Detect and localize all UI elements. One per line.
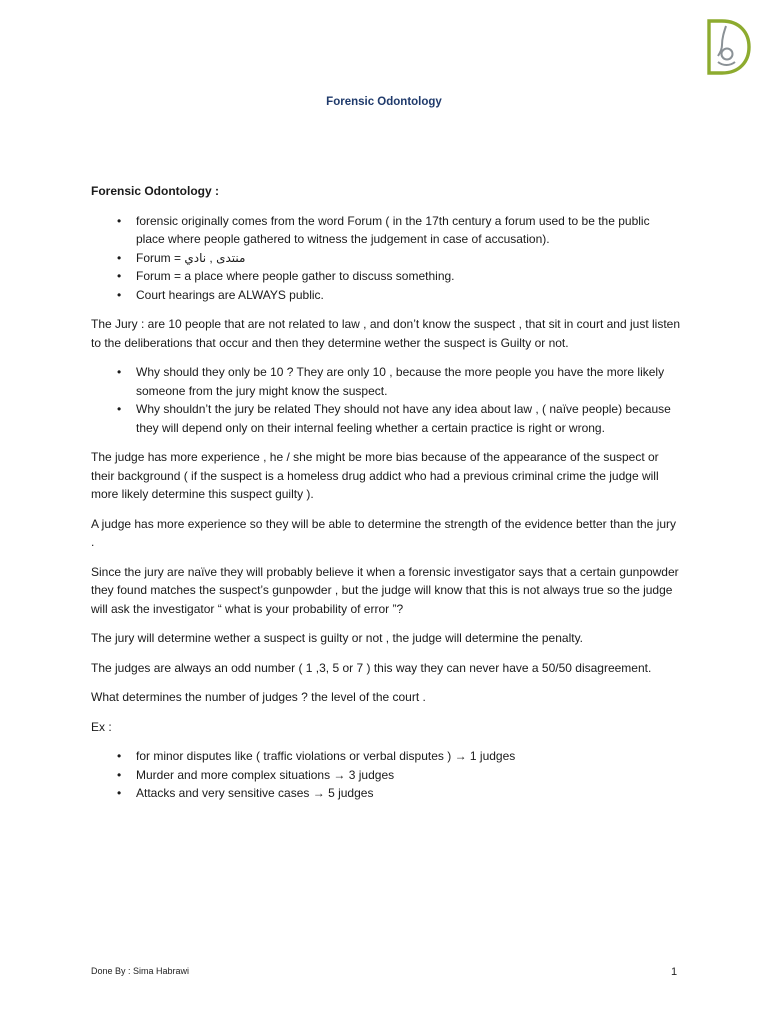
section-heading: Forensic Odontology : — [91, 184, 219, 198]
jury-paragraph: The Jury : are 10 people that are not related to law , and don’t know the suspect , that sit in court and just listen to the deliberations that occur and then they determine wether the suspect is Guilty or not. — [91, 317, 681, 350]
page-title: Forensic Odontology — [326, 96, 442, 108]
odd-number-paragraph: The judges are always an odd number ( 1 ,3, 5 or 7 ) this way they can never have a 50/50 disagreement. — [91, 660, 652, 675]
list-item — [91, 212, 681, 249]
bullet-icon: • — [117, 365, 122, 379]
bullet-icon: • — [117, 213, 122, 228]
list-item-text: Forum = a place where people gather to discuss something. — [136, 269, 455, 283]
jury-bullet-list — [91, 363, 681, 437]
list-item — [91, 766, 681, 785]
bullet-icon: • — [117, 786, 122, 800]
judge-evidence-paragraph: A judge has more experience so they will be able to determine the strength of the evidence better than the jury . — [91, 516, 677, 549]
bullet-icon: • — [117, 402, 122, 416]
list-item — [91, 747, 681, 766]
page-number: 1 — [671, 966, 678, 978]
list-item-text: for minor disputes like ( traffic violations or verbal disputes ) → 1 judges — [136, 749, 516, 763]
judges-count-bullet-list — [91, 747, 681, 803]
court-level-paragraph: What determines the number of judges ? the level of the court . — [91, 690, 426, 704]
list-item — [91, 400, 681, 437]
list-item-text: Murder and more complex situations → 3 judges — [136, 767, 395, 782]
initial-d-logo-icon — [704, 18, 752, 76]
example-label: Ex : — [91, 719, 112, 734]
bullet-icon: • — [117, 767, 122, 782]
list-item-text: Attacks and very sensitive cases → 5 judges — [136, 786, 374, 800]
document-body — [91, 182, 681, 814]
list-item — [91, 363, 681, 400]
list-item-text: Forum = منتدى , نادي — [136, 250, 246, 265]
list-item-text: Court hearings are ALWAYS public. — [136, 287, 324, 302]
list-item-text: Why shouldn’t the jury be related They should not have any idea about law , ( naïve people) because they will depend only on their internal feeling whether a certain practice is right or wrong. — [136, 402, 671, 435]
bullet-icon: • — [117, 287, 122, 302]
list-item — [91, 267, 681, 286]
penalty-paragraph: The jury will determine wether a suspect is guilty or not , the judge will determine the penalty. — [91, 631, 584, 645]
list-item — [91, 784, 681, 803]
bullet-icon: • — [117, 749, 122, 763]
judge-bias-paragraph: The judge has more experience , he / she might be more bias because of the appearance of the suspect or their background ( if the suspect is a homeless drug addict who had a previous criminal crime the judge will more likely determine this suspect guilty ). — [91, 450, 659, 501]
list-item-text: forensic originally comes from the word Forum ( in the 17th century a forum used to be the public place where people gathered to witness the judgement in case of accusation). — [136, 213, 650, 246]
list-item — [91, 249, 681, 268]
list-item-text: Why should they only be 10 ? They are only 10 , because the more people you have the more likely someone from the jury might know the suspect. — [136, 365, 665, 398]
bullet-icon: • — [117, 269, 122, 283]
footer-author: Done By : Sima Habrawi — [91, 966, 190, 976]
forum-bullet-list — [91, 212, 681, 305]
list-item — [91, 286, 681, 305]
bullet-icon: • — [117, 250, 122, 265]
naive-jury-paragraph: Since the jury are naïve they will probably believe it when a forensic investigator says that a certain gunpowder they found matches the suspect’s gunpowder , but the judge will know that this is not always true so the judge will ask the investigator “ what is your probability of error ”? — [91, 564, 679, 616]
